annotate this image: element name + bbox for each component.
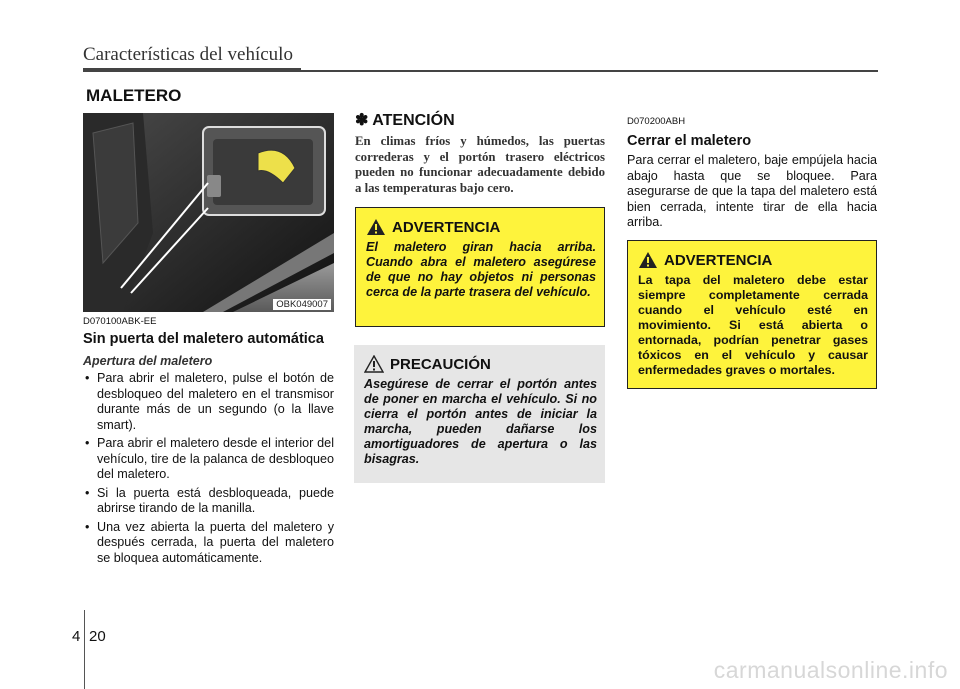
- list-item: • Para abrir el maletero, pulse el botón de desbloqueo del maletero en el transmisor durante más de un segundo (o la llave smart).: [83, 371, 334, 433]
- caution-header: [364, 355, 597, 373]
- header-rule-thick: [83, 68, 301, 72]
- paragraph: Para cerrar el maletero, baje empújela hacia abajo hasta que se bloquee. Para asegurarse de que la tapa del maletero está bien cerrada, intente tirar de ella hacia arriba.: [627, 153, 877, 229]
- caution-body: Asegúrese de cerrar el portón antes de poner en marcha el vehículo. Si no cierra el portón antes de iniciar la marcha, pueden dañarse los amortiguadores de apertura o las bisagras.: [364, 377, 597, 466]
- caution-triangle-icon: [364, 355, 384, 373]
- attention-body: En climas fríos y húmedos, las puertas correderas y el portón trasero eléctricos pueden no funcionar adecuadamente debido a las temperaturas bajo cero.: [355, 134, 605, 195]
- caution-title: PRECAUCIÓN: [390, 355, 491, 373]
- warning-triangle-icon: [366, 218, 386, 236]
- photo-illustration: [83, 113, 334, 312]
- list-item: • Una vez abierta la puerta del maletero y después cerrada, la puerta del maletero se bloquea automáticamente.: [83, 520, 334, 567]
- section-code: D070100ABK-EE: [83, 316, 157, 327]
- warning-header: [366, 218, 596, 236]
- section-code: D070200ABH: [627, 116, 686, 127]
- left-column: [83, 316, 334, 569]
- trunk-release-photo: [83, 113, 334, 312]
- subsection-title: Sin puerta del maletero automática: [83, 331, 324, 347]
- warning-body: La tapa del maletero debe estar siempre completamente cerrada cuando el vehículo esté en movimiento. Si está abierta o entornada, podrían penetrar gases tóxicos en el vehículo y causar enfermedades graves o mortales.: [638, 273, 868, 377]
- warning-title: ADVERTENCIA: [392, 218, 501, 236]
- warning-box-right: [627, 240, 877, 389]
- page-header-title: Características del vehículo: [83, 44, 293, 65]
- vertical-rule: [84, 610, 85, 689]
- header-rule-thin: [300, 70, 878, 72]
- attention-title: ✽ ATENCIÓN: [355, 112, 455, 129]
- bullet-list: [83, 371, 334, 566]
- warning-header: [638, 251, 868, 269]
- list-item: • Si la puerta está desbloqueada, puede abrirse tirando de la manilla.: [83, 486, 334, 517]
- warning-body: El maletero giran hacia arriba. Cuando abra el maletero asegúrese de que no hay objetos ni personas cerca de la parte trasera del vehículo.: [366, 240, 596, 299]
- page-number: 20: [89, 628, 106, 645]
- subsection-title: Cerrar el maletero: [627, 133, 752, 149]
- warning-box: [355, 207, 605, 327]
- subheading: Apertura del maletero: [83, 354, 213, 368]
- watermark: carmanualsonline.info: [713, 657, 948, 683]
- attention-block: [355, 110, 605, 196]
- chapter-number: 4: [72, 628, 81, 645]
- section-title: MALETERO: [86, 86, 182, 105]
- warning-triangle-icon: [638, 251, 658, 269]
- warning-title: ADVERTENCIA: [664, 251, 773, 269]
- caution-box: [354, 345, 605, 483]
- photo-code: OBK049007: [273, 299, 331, 310]
- list-item: • Para abrir el maletero desde el interior del vehículo, tire de la palanca de desbloqueo del maletero.: [83, 436, 334, 483]
- right-column: [627, 116, 877, 231]
